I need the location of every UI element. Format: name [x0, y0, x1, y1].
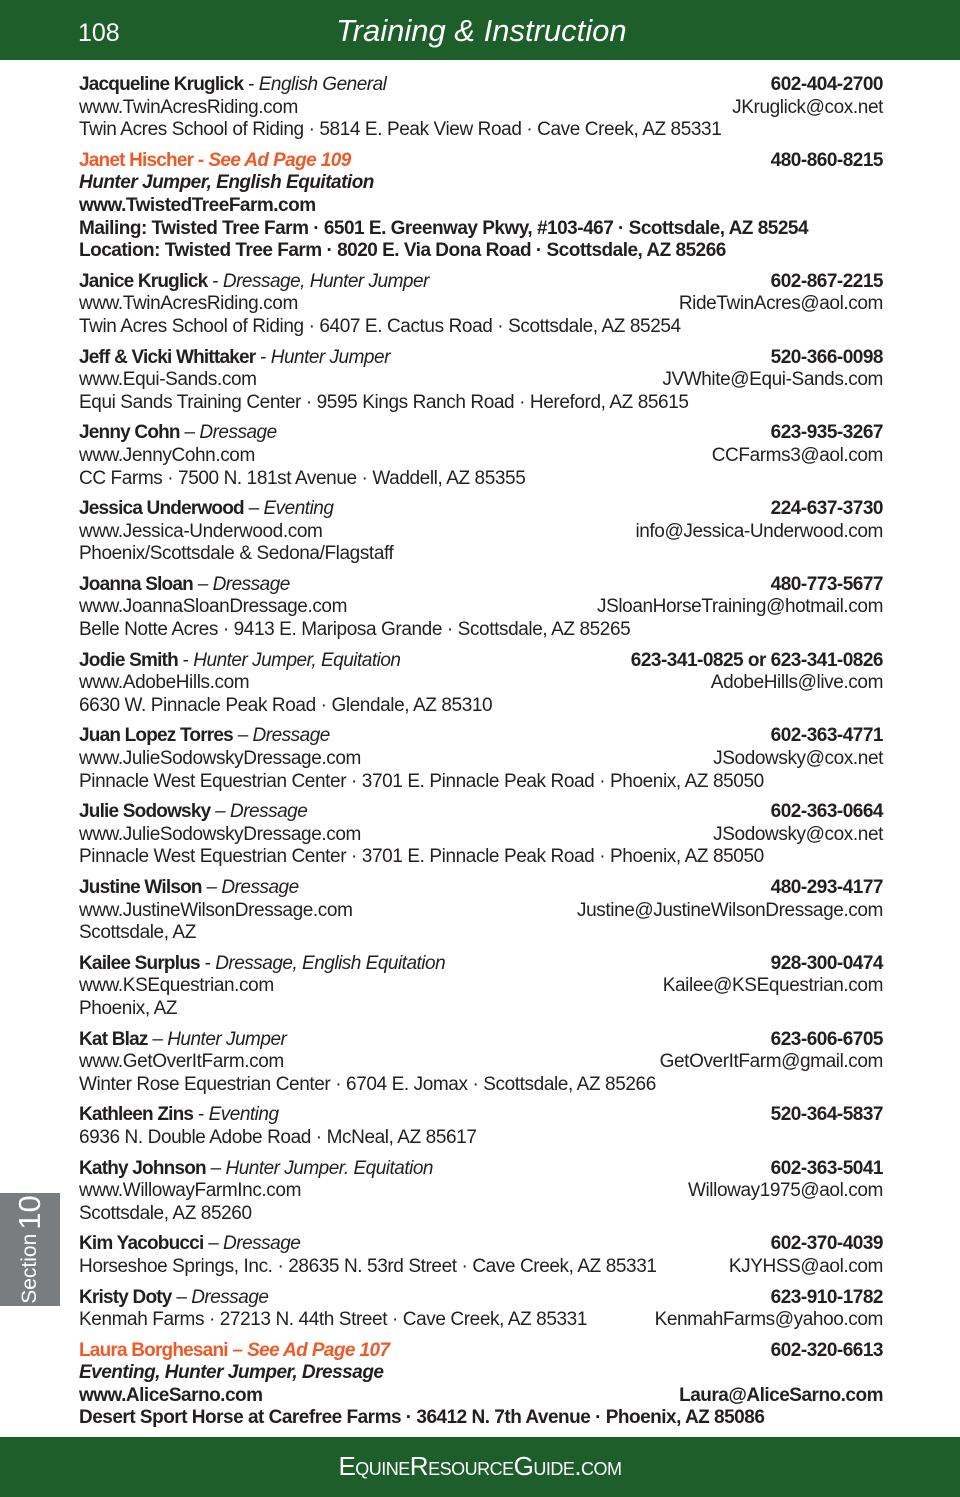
address: Scottsdale, AZ: [79, 922, 196, 944]
page-header: [0, 0, 960, 60]
discipline: Dressage: [191, 1286, 269, 1308]
list-item: Jacqueline Kruglick - English General 602-404-2700 www.TwinAcresRiding.com JKruglick@cox.net Twin Acres School of Riding · 5814 E. Peak View Road · Cave Creek, AZ 85331: [79, 74, 883, 141]
trainer-name: Juan Lopez Torres: [79, 725, 233, 747]
website-link[interactable]: www.Equi-Sands.com: [79, 369, 257, 391]
address: 6936 N. Double Adobe Road · McNeal, AZ 85617: [79, 1126, 477, 1148]
trainer-name: Janice Kruglick: [79, 270, 208, 292]
email-link[interactable]: Willoway1975@aol.com: [687, 1180, 883, 1202]
phone: 602-867-2215: [770, 270, 883, 292]
trainer-name: Janet Hischer: [79, 149, 194, 171]
discipline: Eventing: [263, 498, 334, 520]
website-link[interactable]: www.TwinAcresRiding.com: [79, 96, 298, 118]
address: Belle Notte Acres · 9413 E. Mariposa Grande · Scottsdale, AZ 85265: [79, 619, 631, 641]
email-link[interactable]: info@Jessica-Underwood.com: [635, 520, 883, 542]
discipline: English General: [258, 74, 387, 95]
list-item: Joanna Sloan – Dressage 480-773-5677 www.JoannaSloanDressage.com JSloanHorseTraining@hotmail.com Belle Notte Acres · 9413 E. Mariposa Grande · Scottsdale, AZ 85265: [79, 573, 883, 641]
page-footer: [0, 1437, 960, 1497]
list-item-featured: Laura Borghesani – See Ad Page 107 602-320-6613 Eventing, Hunter Jumper, Dressage www.AliceSarno.com Laura@AliceSarno.com Desert Sport Horse at Carefree Farms · 36412 N. 7th Avenue · Phoenix, AZ 85086: [79, 1339, 883, 1429]
phone: 623-341-0825 or 623-341-0826: [630, 649, 883, 671]
phone: 602-404-2700: [770, 74, 883, 95]
email-link[interactable]: AdobeHills@live.com: [710, 672, 883, 694]
trainer-name: Jeff & Vicki Whittaker: [79, 346, 256, 368]
discipline: Hunter Jumper: [167, 1028, 287, 1050]
website-link[interactable]: www.TwinAcresRiding.com: [79, 293, 298, 315]
website-link[interactable]: www.JulieSodowskyDressage.com: [79, 748, 361, 770]
address: 6630 W. Pinnacle Peak Road · Glendale, AZ 85310: [79, 694, 493, 716]
website-link[interactable]: www.JulieSodowskyDressage.com: [79, 823, 361, 845]
list-item: Jodie Smith - Hunter Jumper, Equitation 623-341-0825 or 623-341-0826 www.AdobeHills.com AdobeHills@live.com 6630 W. Pinnacle Peak Road · Glendale, AZ 85310: [79, 649, 883, 716]
website-link[interactable]: www.JoannaSloanDressage.com: [79, 596, 348, 618]
list-item: Kristy Doty – Dressage 623-910-1782 Kenmah Farms · 27213 N. 44th Street · Cave Creek, AZ 85331 KenmahFarms@yahoo.com: [79, 1286, 883, 1331]
phone: 623-910-1782: [770, 1286, 883, 1308]
discipline: Dressage, English Equitation: [215, 952, 446, 974]
website-link[interactable]: www.KSEquestrian.com: [79, 975, 274, 997]
discipline: Hunter Jumper, Equitation: [193, 649, 401, 671]
email-link[interactable]: CCFarms3@aol.com: [711, 444, 883, 466]
directory-listing: [79, 74, 883, 1438]
email-link[interactable]: Laura@AliceSarno.com: [679, 1384, 883, 1406]
trainer-name: Kathy Johnson: [79, 1157, 206, 1179]
mailing-address: Mailing: Twisted Tree Farm · 6501 E. Greenway Pkwy, #103-467 · Scottsdale, AZ 85254: [79, 217, 809, 239]
address: Twin Acres School of Riding · 6407 E. Cactus Road · Scottsdale, AZ 85254: [79, 315, 681, 337]
trainer-name: Justine Wilson: [79, 877, 202, 898]
address: Kenmah Farms · 27213 N. 44th Street · Cave Creek, AZ 85331: [79, 1309, 588, 1331]
discipline: Dressage: [221, 877, 299, 898]
discipline: Dressage: [212, 573, 290, 595]
trainer-name: Jodie Smith: [79, 649, 178, 671]
trainer-name: Jacqueline Kruglick: [79, 74, 244, 95]
phone: 602-320-6613: [770, 1339, 883, 1361]
email-link[interactable]: KJYHSS@aol.com: [728, 1255, 883, 1277]
website-link[interactable]: www.WillowayFarmInc.com: [79, 1180, 301, 1202]
section-tab: [0, 1193, 60, 1306]
phone: 224-637-3730: [770, 498, 883, 520]
trainer-name: Joanna Sloan: [79, 573, 193, 595]
discipline: Dressage: [252, 725, 330, 747]
discipline: Eventing, Hunter Jumper, Dressage: [79, 1362, 384, 1384]
list-item: Jenny Cohn – Dressage 623-935-3267 www.JennyCohn.com CCFarms3@aol.com CC Farms · 7500 N. 181st Avenue · Waddell, AZ 85355: [79, 422, 883, 489]
trainer-name: Kim Yacobucci: [79, 1233, 204, 1255]
page-title: Training & Instruction: [336, 13, 627, 48]
list-item: Kat Blaz – Hunter Jumper 623-606-6705 www.GetOverItFarm.com GetOverItFarm@gmail.com Winter Rose Equestrian Center · 6704 E. Jomax · Scottsdale, AZ 85266: [79, 1028, 883, 1095]
discipline: Dressage: [229, 801, 308, 823]
discipline: Dressage: [223, 1233, 301, 1255]
phone: 520-364-5837: [770, 1104, 883, 1126]
address: Phoenix/Scottsdale & Sedona/Flagstaff: [79, 543, 394, 565]
trainer-name: Julie Sodowsky: [79, 801, 211, 823]
list-item-featured: Janet Hischer - See Ad Page 109 480-860-8215 Hunter Jumper, English Equitation www.TwistedTreeFarm.com Mailing: Twisted Tree Farm · 6501 E. Greenway Pkwy, #103-467 · Scottsdale, AZ 85254 Location: Twisted Tree Farm · 8020 E. Via Dona Road · Scottsdale, AZ 85266: [79, 149, 883, 262]
list-item: Kailee Surplus - Dressage, English Equitation 928-300-0474 www.KSEquestrian.com Kailee@KSEquestrian.com Phoenix, AZ: [79, 952, 883, 1019]
trainer-name: Kat Blaz: [79, 1028, 148, 1050]
list-item: Kathy Johnson – Hunter Jumper. Equitation 602-363-5041 www.WillowayFarmInc.com Willoway1975@aol.com Scottsdale, AZ 85260: [79, 1157, 883, 1224]
address: Scottsdale, AZ 85260: [79, 1202, 252, 1224]
discipline: Hunter Jumper: [270, 346, 390, 368]
list-item: Julie Sodowsky – Dressage 602-363-0664 www.JulieSodowskyDressage.com JSodowsky@cox.net Pinnacle West Equestrian Center · 3701 E. Pinnacle Peak Road · Phoenix, AZ 85050: [79, 801, 883, 868]
phone: 623-935-3267: [770, 422, 883, 444]
website-link[interactable]: www.Jessica-Underwood.com: [79, 520, 323, 542]
address: Desert Sport Horse at Carefree Farms · 36412 N. 7th Avenue · Phoenix, AZ 85086: [79, 1407, 765, 1429]
discipline: Dressage, Hunter Jumper: [222, 270, 429, 292]
ad-reference[interactable]: See Ad Page 109: [208, 149, 351, 171]
location-address: Location: Twisted Tree Farm · 8020 E. Via Dona Road · Scottsdale, AZ 85266: [79, 240, 726, 262]
discipline: Hunter Jumper. Equitation: [225, 1157, 433, 1179]
list-item: Justine Wilson – Dressage 480-293-4177 www.JustineWilsonDressage.com Justine@JustineWilsonDressage.com Scottsdale, AZ: [79, 877, 883, 944]
website-link[interactable]: www.JennyCohn.com: [79, 444, 255, 466]
trainer-name: Kathleen Zins: [79, 1104, 194, 1126]
page-number: 108: [78, 19, 120, 47]
list-item: Kim Yacobucci – Dressage 602-370-4039 Horseshoe Springs, Inc. · 28635 N. 53rd Street · Cave Creek, AZ 85331 KJYHSS@aol.com: [79, 1233, 883, 1277]
phone: 602-363-4771: [770, 725, 883, 747]
email-link[interactable]: GetOverItFarm@gmail.com: [659, 1051, 883, 1073]
phone: 480-860-8215: [770, 149, 883, 171]
list-item: Janice Kruglick - Dressage, Hunter Jumper 602-867-2215 www.TwinAcresRiding.com RideTwinAcres@aol.com Twin Acres School of Riding · 6407 E. Cactus Road · Scottsdale, AZ 85254: [79, 270, 883, 337]
address: Phoenix, AZ: [79, 997, 178, 1019]
phone: 480-293-4177: [770, 877, 883, 898]
address: Winter Rose Equestrian Center · 6704 E. Jomax · Scottsdale, AZ 85266: [79, 1073, 656, 1095]
phone: 602-363-0664: [770, 801, 883, 823]
list-item: Jeff & Vicki Whittaker - Hunter Jumper 520-366-0098 www.Equi-Sands.com JVWhite@Equi-Sands.com Equi Sands Training Center · 9595 Kings Ranch Road · Hereford, AZ 85615: [79, 346, 883, 413]
trainer-name: Kristy Doty: [79, 1286, 172, 1308]
list-item: Jessica Underwood – Eventing 224-637-3730 www.Jessica-Underwood.com info@Jessica-Underwood.com Phoenix/Scottsdale & Sedona/Flagstaff: [79, 498, 883, 565]
email-link[interactable]: Kailee@KSEquestrian.com: [662, 975, 883, 997]
trainer-name: Kailee Surplus: [79, 952, 200, 974]
website-link[interactable]: www.GetOverItFarm.com: [79, 1051, 284, 1073]
section-number: 10: [12, 1195, 47, 1230]
site-url[interactable]: EquineResourceGuide.com: [338, 1451, 622, 1481]
list-item: Kathleen Zins - Eventing 520-364-5837 6936 N. Double Adobe Road · McNeal, AZ 85617: [79, 1104, 883, 1148]
address: Pinnacle West Equestrian Center · 3701 E. Pinnacle Peak Road · Phoenix, AZ 85050: [79, 770, 764, 792]
list-item: Juan Lopez Torres – Dressage 602-363-4771 www.JulieSodowskyDressage.com JSodowsky@cox.net Pinnacle West Equestrian Center · 3701 E. Pinnacle Peak Road · Phoenix, AZ 85050: [79, 725, 883, 792]
email-link[interactable]: RideTwinAcres@aol.com: [678, 293, 883, 315]
address: Twin Acres School of Riding · 5814 E. Peak View Road · Cave Creek, AZ 85331: [79, 119, 722, 141]
trainer-name: Laura Borghesani: [79, 1339, 228, 1361]
email-link[interactable]: Justine@JustineWilsonDressage.com: [577, 899, 883, 921]
trainer-name: Jessica Underwood: [79, 498, 244, 520]
email-link[interactable]: JSodowsky@cox.net: [713, 823, 883, 845]
phone: 602-370-4039: [770, 1233, 883, 1255]
website-link[interactable]: www.AliceSarno.com: [79, 1384, 263, 1406]
ad-reference[interactable]: See Ad Page 107: [247, 1339, 390, 1361]
address: Pinnacle West Equestrian Center · 3701 E. Pinnacle Peak Road · Phoenix, AZ 85050: [79, 846, 764, 868]
phone: 602-363-5041: [770, 1157, 883, 1179]
email-link[interactable]: JKruglick@cox.net: [732, 96, 883, 118]
email-link[interactable]: KenmahFarms@yahoo.com: [654, 1309, 883, 1331]
discipline: Dressage: [199, 422, 277, 444]
website-link[interactable]: www.TwistedTreeFarm.com: [79, 194, 316, 216]
phone: 520-366-0098: [770, 346, 883, 368]
address: Equi Sands Training Center · 9595 Kings Ranch Road · Hereford, AZ 85615: [79, 391, 689, 413]
email-link[interactable]: JSloanHorseTraining@hotmail.com: [596, 596, 883, 618]
phone: 928-300-0474: [770, 952, 883, 974]
section-label: Section: [18, 1233, 41, 1304]
email-link[interactable]: JSodowsky@cox.net: [713, 748, 883, 770]
address: CC Farms · 7500 N. 181st Avenue · Waddell, AZ 85355: [79, 467, 526, 489]
website-link[interactable]: www.AdobeHills.com: [79, 672, 250, 694]
phone: 480-773-5677: [770, 573, 883, 595]
email-link[interactable]: JVWhite@Equi-Sands.com: [662, 369, 883, 391]
phone: 623-606-6705: [770, 1028, 883, 1050]
discipline: Hunter Jumper, English Equitation: [79, 172, 374, 194]
discipline: Eventing: [208, 1104, 279, 1126]
trainer-name: Jenny Cohn: [79, 422, 180, 444]
address: Horseshoe Springs, Inc. · 28635 N. 53rd Street · Cave Creek, AZ 85331: [79, 1255, 657, 1277]
website-link[interactable]: www.JustineWilsonDressage.com: [79, 899, 353, 921]
